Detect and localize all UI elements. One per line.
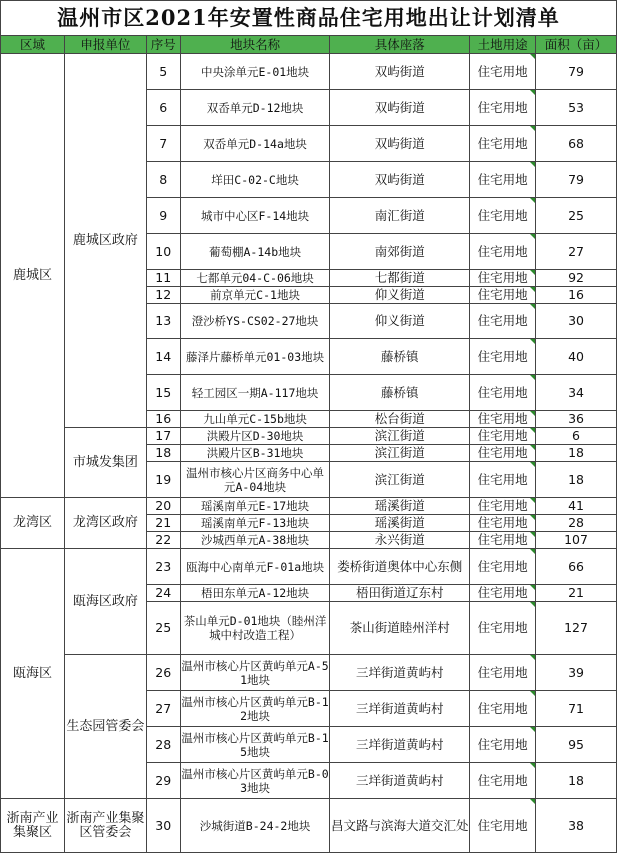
cell-parcel[interactable]: 瑶溪南单元F-13地块 — [180, 515, 330, 532]
cell-no[interactable]: 29 — [146, 763, 180, 799]
cell-no[interactable]: 22 — [146, 532, 180, 549]
cell-parcel[interactable]: 城市中心区F-14地块 — [180, 198, 330, 234]
cell-no[interactable]: 14 — [146, 339, 180, 375]
cell-parcel[interactable]: 温州市核心片区黄屿单元B-12地块 — [180, 691, 330, 727]
table-row — [1, 54, 617, 90]
table-row — [1, 428, 617, 445]
table-row — [1, 498, 617, 515]
cell-area[interactable]: 71 — [536, 691, 617, 727]
cell-location[interactable]: 瑶溪街道 — [330, 515, 470, 532]
cell-area[interactable]: 41 — [536, 498, 617, 515]
cell-use[interactable]: 住宅用地 — [470, 462, 536, 498]
cell-location[interactable]: 藤桥镇 — [330, 375, 470, 411]
cell-parcel[interactable]: 中央涂单元E-01地块 — [180, 54, 330, 90]
cell-parcel[interactable]: 轻工园区一期A-117地块 — [180, 375, 330, 411]
cell-use[interactable]: 住宅用地 — [470, 198, 536, 234]
cell-parcel[interactable]: 前京单元C-1地块 — [180, 287, 330, 304]
header-area[interactable]: 面积（亩） — [536, 36, 617, 54]
cell-location[interactable]: 三垟街道黄屿村 — [330, 691, 470, 727]
cell-region[interactable]: 浙南产业集聚区 — [1, 799, 65, 853]
cell-no[interactable]: 8 — [146, 162, 180, 198]
cell-use[interactable]: 住宅用地 — [470, 549, 536, 585]
cell-use[interactable]: 住宅用地 — [470, 799, 536, 853]
cell-location[interactable]: 双屿街道 — [330, 126, 470, 162]
cell-use[interactable]: 住宅用地 — [470, 304, 536, 339]
cell-unit[interactable]: 鹿城区政府 — [64, 54, 146, 428]
cell-parcel[interactable]: 七都单元04-C-06地块 — [180, 270, 330, 287]
cell-use[interactable]: 住宅用地 — [470, 428, 536, 445]
cell-no[interactable]: 11 — [146, 270, 180, 287]
cell-area[interactable]: 68 — [536, 126, 617, 162]
cell-parcel[interactable]: 温州市核心片区黄屿单元B-03地块 — [180, 763, 330, 799]
cell-location[interactable]: 滨江街道 — [330, 428, 470, 445]
cell-area[interactable]: 127 — [536, 602, 617, 655]
cell-area[interactable]: 39 — [536, 655, 617, 691]
cell-use[interactable]: 住宅用地 — [470, 691, 536, 727]
cell-no[interactable]: 23 — [146, 549, 180, 585]
cell-location[interactable]: 三垟街道黄屿村 — [330, 655, 470, 691]
cell-area[interactable]: 38 — [536, 799, 617, 853]
cell-area[interactable]: 36 — [536, 411, 617, 428]
cell-no[interactable]: 16 — [146, 411, 180, 428]
cell-use[interactable]: 住宅用地 — [470, 270, 536, 287]
cell-area[interactable]: 95 — [536, 727, 617, 763]
cell-use[interactable]: 住宅用地 — [470, 234, 536, 270]
cell-area[interactable]: 79 — [536, 162, 617, 198]
cell-use[interactable]: 住宅用地 — [470, 532, 536, 549]
cell-location[interactable]: 南郊街道 — [330, 234, 470, 270]
cell-parcel[interactable]: 葡萄棚A-14b地块 — [180, 234, 330, 270]
cell-use[interactable]: 住宅用地 — [470, 445, 536, 462]
cell-no[interactable]: 18 — [146, 445, 180, 462]
cell-no[interactable]: 6 — [146, 90, 180, 126]
cell-area[interactable]: 79 — [536, 54, 617, 90]
cell-location[interactable]: 双屿街道 — [330, 54, 470, 90]
header-parcel[interactable]: 地块名称 — [180, 36, 330, 54]
cell-parcel[interactable]: 九山单元C-15b地块 — [180, 411, 330, 428]
cell-area[interactable]: 16 — [536, 287, 617, 304]
cell-use[interactable]: 住宅用地 — [470, 287, 536, 304]
cell-area[interactable]: 40 — [536, 339, 617, 375]
cell-parcel[interactable]: 洪殿片区D-30地块 — [180, 428, 330, 445]
cell-area[interactable]: 53 — [536, 90, 617, 126]
header-no[interactable]: 序号 — [146, 36, 180, 54]
cell-location[interactable]: 瑶溪街道 — [330, 498, 470, 515]
cell-use[interactable]: 住宅用地 — [470, 602, 536, 655]
cell-area[interactable]: 30 — [536, 304, 617, 339]
cell-location[interactable]: 双屿街道 — [330, 90, 470, 126]
cell-no[interactable]: 30 — [146, 799, 180, 853]
cell-use[interactable]: 住宅用地 — [470, 655, 536, 691]
cell-no[interactable]: 27 — [146, 691, 180, 727]
cell-use[interactable]: 住宅用地 — [470, 585, 536, 602]
cell-unit[interactable]: 瓯海区政府 — [64, 549, 146, 655]
cell-no[interactable]: 9 — [146, 198, 180, 234]
cell-location[interactable]: 三垟街道黄屿村 — [330, 763, 470, 799]
cell-parcel[interactable]: 温州市核心片区黄屿单元A-51地块 — [180, 655, 330, 691]
cell-parcel[interactable]: 温州市核心片区黄屿单元B-15地块 — [180, 727, 330, 763]
title-row — [1, 1, 617, 36]
cell-no[interactable]: 5 — [146, 54, 180, 90]
cell-location[interactable]: 松台街道 — [330, 411, 470, 428]
cell-area[interactable]: 6 — [536, 428, 617, 445]
cell-area[interactable]: 18 — [536, 445, 617, 462]
cell-unit[interactable]: 龙湾区政府 — [64, 498, 146, 549]
cell-parcel[interactable]: 澄沙桥YS-CS02-27地块 — [180, 304, 330, 339]
cell-region[interactable]: 龙湾区 — [1, 498, 65, 549]
cell-parcel[interactable]: 沙城街道B-24-2地块 — [180, 799, 330, 853]
cell-parcel[interactable]: 双岙单元D-14a地块 — [180, 126, 330, 162]
cell-no[interactable]: 10 — [146, 234, 180, 270]
cell-no[interactable]: 28 — [146, 727, 180, 763]
cell-parcel[interactable]: 茶山单元D-01地块（睦州洋城中村改造工程） — [180, 602, 330, 655]
cell-no[interactable]: 7 — [146, 126, 180, 162]
cell-area[interactable]: 107 — [536, 532, 617, 549]
cell-parcel[interactable]: 垟田C-02-C地块 — [180, 162, 330, 198]
cell-no[interactable]: 12 — [146, 287, 180, 304]
cell-unit[interactable]: 市城发集团 — [64, 428, 146, 498]
cell-area[interactable]: 34 — [536, 375, 617, 411]
cell-parcel[interactable]: 瓯海中心南单元F-01a地块 — [180, 549, 330, 585]
cell-location[interactable]: 梧田街道辽东村 — [330, 585, 470, 602]
table-row — [1, 549, 617, 585]
cell-parcel[interactable]: 藤泽片藤桥单元01-03地块 — [180, 339, 330, 375]
cell-region[interactable]: 鹿城区 — [1, 54, 65, 498]
cell-parcel[interactable]: 温州市核心片区商务中心单元A-04地块 — [180, 462, 330, 498]
header-region[interactable]: 区域 — [1, 36, 65, 54]
cell-location[interactable]: 双屿街道 — [330, 162, 470, 198]
cell-use[interactable]: 住宅用地 — [470, 162, 536, 198]
cell-location[interactable]: 南汇街道 — [330, 198, 470, 234]
cell-no[interactable]: 24 — [146, 585, 180, 602]
cell-location[interactable]: 仰义街道 — [330, 287, 470, 304]
cell-parcel[interactable]: 沙城西单元A-38地块 — [180, 532, 330, 549]
header-unit[interactable]: 申报单位 — [64, 36, 146, 54]
cell-area[interactable]: 92 — [536, 270, 617, 287]
cell-use[interactable]: 住宅用地 — [470, 727, 536, 763]
cell-area[interactable]: 66 — [536, 549, 617, 585]
cell-area[interactable]: 18 — [536, 763, 617, 799]
cell-location[interactable]: 昌文路与滨海大道交汇处 — [330, 799, 470, 853]
cell-region[interactable]: 瓯海区 — [1, 549, 65, 799]
cell-no[interactable]: 21 — [146, 515, 180, 532]
cell-location[interactable]: 娄桥街道奥体中心东侧 — [330, 549, 470, 585]
cell-parcel[interactable]: 梧田东单元A-12地块 — [180, 585, 330, 602]
cell-location[interactable]: 藤桥镇 — [330, 339, 470, 375]
table-row — [1, 655, 617, 691]
cell-location[interactable]: 滨江街道 — [330, 462, 470, 498]
cell-no[interactable]: 15 — [146, 375, 180, 411]
cell-location[interactable]: 三垟街道黄屿村 — [330, 727, 470, 763]
cell-no[interactable]: 25 — [146, 602, 180, 655]
header-use[interactable]: 土地用途 — [470, 36, 536, 54]
cell-use[interactable]: 住宅用地 — [470, 515, 536, 532]
cell-use[interactable]: 住宅用地 — [470, 339, 536, 375]
cell-area[interactable]: 21 — [536, 585, 617, 602]
cell-location[interactable]: 永兴街道 — [330, 532, 470, 549]
cell-location[interactable]: 七都街道 — [330, 270, 470, 287]
cell-no[interactable]: 17 — [146, 428, 180, 445]
cell-use[interactable]: 住宅用地 — [470, 90, 536, 126]
cell-use[interactable]: 住宅用地 — [470, 375, 536, 411]
cell-unit[interactable]: 浙南产业集聚区管委会 — [64, 799, 146, 853]
cell-parcel[interactable]: 双岙单元D-12地块 — [180, 90, 330, 126]
cell-location[interactable]: 茶山街道睦州洋村 — [330, 602, 470, 655]
cell-use[interactable]: 住宅用地 — [470, 126, 536, 162]
header-location[interactable]: 具体座落 — [330, 36, 470, 54]
cell-no[interactable]: 13 — [146, 304, 180, 339]
cell-area[interactable]: 25 — [536, 198, 617, 234]
cell-location[interactable]: 滨江街道 — [330, 445, 470, 462]
cell-no[interactable]: 26 — [146, 655, 180, 691]
cell-area[interactable]: 28 — [536, 515, 617, 532]
table-title: 温州市区2021年安置性商品住宅用地出让计划清单 — [1, 1, 617, 36]
cell-use[interactable]: 住宅用地 — [470, 411, 536, 428]
cell-no[interactable]: 20 — [146, 498, 180, 515]
cell-unit[interactable]: 生态园管委会 — [64, 655, 146, 799]
cell-location[interactable]: 仰义街道 — [330, 304, 470, 339]
cell-parcel[interactable]: 洪殿片区B-31地块 — [180, 445, 330, 462]
cell-no[interactable]: 19 — [146, 462, 180, 498]
cell-area[interactable]: 27 — [536, 234, 617, 270]
header-row — [1, 36, 617, 54]
cell-parcel[interactable]: 瑶溪南单元E-17地块 — [180, 498, 330, 515]
cell-use[interactable]: 住宅用地 — [470, 54, 536, 90]
cell-use[interactable]: 住宅用地 — [470, 763, 536, 799]
cell-use[interactable]: 住宅用地 — [470, 498, 536, 515]
table-row — [1, 799, 617, 853]
cell-area[interactable]: 18 — [536, 462, 617, 498]
